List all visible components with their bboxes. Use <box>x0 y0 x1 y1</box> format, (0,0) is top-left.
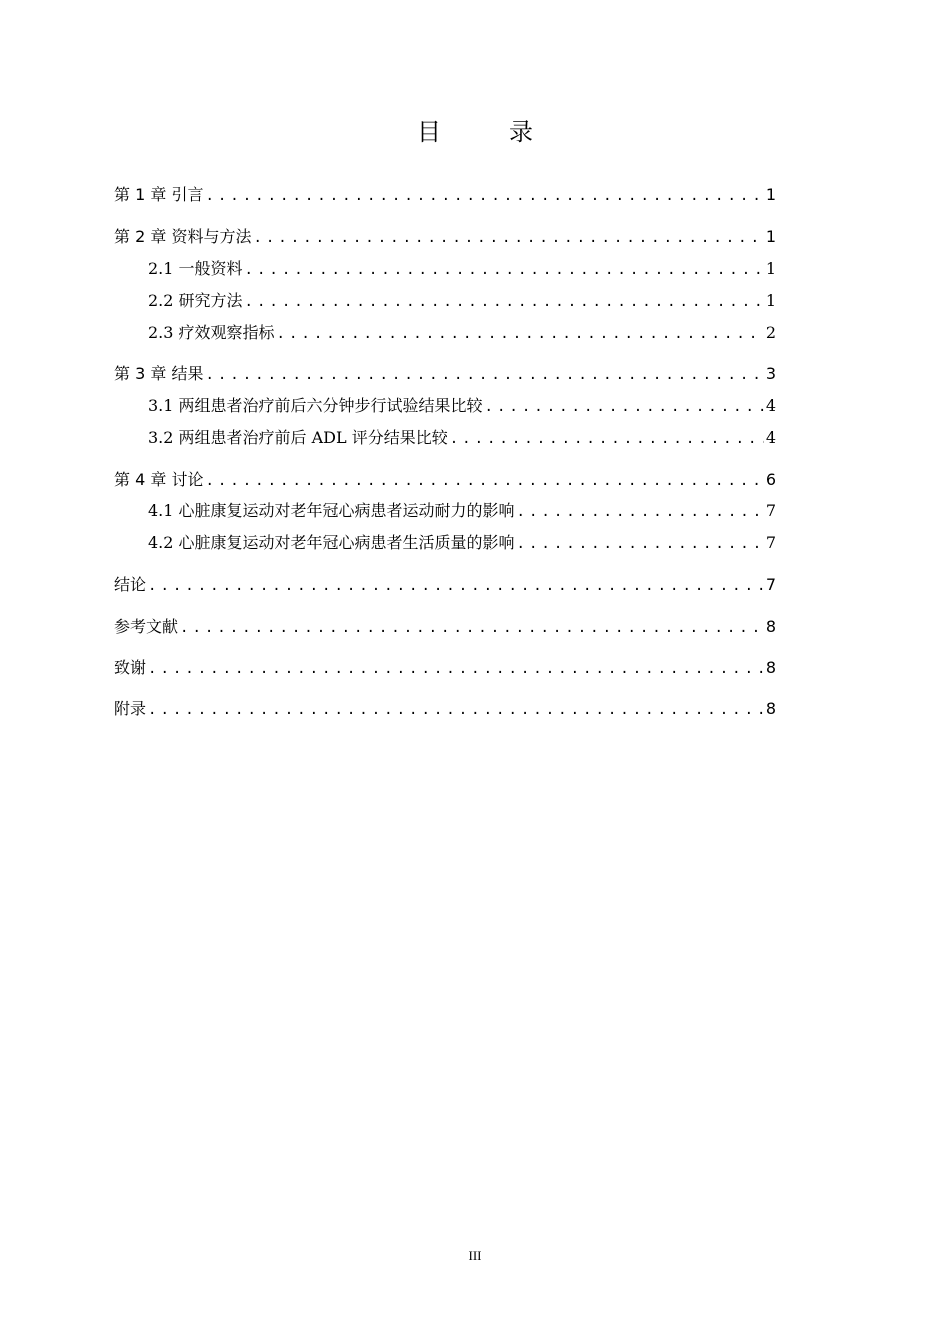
toc-entry-label: 第 3 章 结果 <box>114 364 204 383</box>
toc-entry-page: 4 <box>765 396 776 415</box>
toc-entry[interactable] <box>114 616 776 638</box>
toc-entry[interactable] <box>148 532 776 554</box>
toc-leader-dots <box>245 259 764 280</box>
toc-entry-page: 7 <box>765 533 776 552</box>
toc-entry-label: 4.2 心脏康复运动对老年冠心病患者生活质量的影响 <box>148 533 515 552</box>
toc-entry-page: 1 <box>765 291 776 310</box>
toc-entry[interactable] <box>148 500 776 522</box>
toc-entry-label: 2.3 疗效观察指标 <box>148 323 275 342</box>
toc-entry-label: 3.2 两组患者治疗前后 ADL 评分结果比较 <box>148 428 448 447</box>
toc-entry-page: 1 <box>765 185 776 204</box>
toc-entry-label: 第 1 章 引言 <box>114 185 204 204</box>
toc-entry-page: 7 <box>765 575 776 594</box>
toc-entry-page: 8 <box>765 617 776 636</box>
toc-entry-label: 2.2 研究方法 <box>148 291 243 310</box>
toc-entry-label: 4.1 心脏康复运动对老年冠心病患者运动耐力的影响 <box>148 501 515 520</box>
toc-leader-dots <box>485 396 764 417</box>
toc-entry-page: 1 <box>765 227 776 246</box>
toc-leader-dots <box>277 323 764 344</box>
toc-entry-page: 6 <box>765 470 776 489</box>
toc-entry[interactable] <box>114 184 776 206</box>
toc-leader-dots <box>517 533 764 554</box>
toc-entry[interactable] <box>114 657 776 679</box>
toc-entry[interactable] <box>148 290 776 312</box>
toc-entry-label: 第 4 章 讨论 <box>114 470 204 489</box>
toc-leader-dots <box>148 658 764 679</box>
toc-leader-dots <box>517 501 764 522</box>
toc-entry-label: 附录 <box>114 699 147 718</box>
toc-entry[interactable] <box>114 226 776 248</box>
toc-leader-dots <box>205 364 763 385</box>
toc-leader-dots <box>180 617 764 638</box>
toc-entry-page: 3 <box>765 364 776 383</box>
toc-entry-page: 8 <box>765 699 776 718</box>
toc-leader-dots <box>205 185 763 206</box>
toc-leader-dots <box>245 291 764 312</box>
toc-entry-page: 4 <box>765 428 776 447</box>
toc-entry-label: 参考文献 <box>114 617 179 636</box>
toc-entry[interactable] <box>114 698 776 720</box>
toc-entry[interactable] <box>114 363 776 385</box>
toc-entry-label: 结论 <box>114 575 147 594</box>
toc-entry-page: 2 <box>765 323 776 342</box>
toc-entry[interactable] <box>114 574 776 596</box>
toc-leader-dots <box>148 575 764 596</box>
toc-entry-label: 2.1 一般资料 <box>148 259 243 278</box>
toc-entry[interactable] <box>148 395 776 417</box>
toc-entry[interactable] <box>148 427 776 449</box>
toc-entry[interactable] <box>148 322 776 344</box>
toc-entry-page: 8 <box>765 658 776 677</box>
toc-entry-label: 3.1 两组患者治疗前后六分钟步行试验结果比较 <box>148 396 483 415</box>
toc-entry-label: 第 2 章 资料与方法 <box>114 227 252 246</box>
toc-entry-label: 致谢 <box>114 658 147 677</box>
page-title: 目 录 <box>417 118 555 146</box>
toc-leader-dots <box>148 699 764 720</box>
toc-entry-page: 1 <box>765 259 776 278</box>
toc-entry-page: 7 <box>765 501 776 520</box>
page-number: III <box>468 1248 482 1263</box>
toc-leader-dots <box>253 227 763 248</box>
toc-leader-dots <box>205 470 763 491</box>
toc-entry[interactable] <box>148 258 776 280</box>
toc-entry[interactable] <box>114 469 776 491</box>
toc-leader-dots <box>450 428 764 449</box>
